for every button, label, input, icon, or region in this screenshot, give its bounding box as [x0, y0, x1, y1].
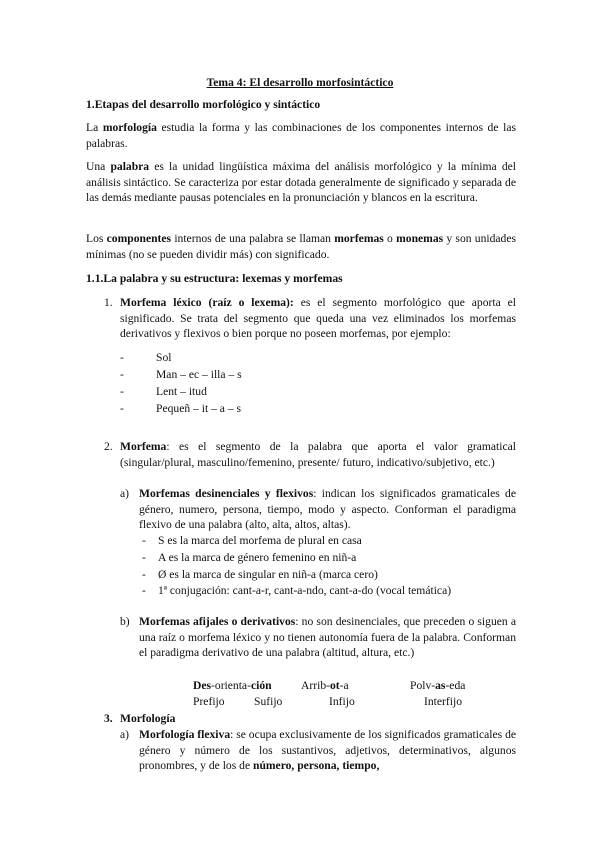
example-item: Man – ec – illa – s — [156, 368, 242, 381]
word-ending: -eda — [445, 679, 466, 692]
word-root: Polv- — [410, 679, 436, 692]
item-2a-text — [139, 486, 516, 533]
p1-pre: La — [86, 121, 103, 134]
p3-bold-1: componentes — [106, 232, 172, 245]
word-root: -orienta- — [211, 679, 251, 692]
list-dash: - — [142, 584, 146, 597]
example-item: Lent – itud — [156, 385, 207, 398]
item-2-bold: Morfema — [120, 440, 167, 453]
item-1-body: es el segmento morfológico que aporta el significado. Se trata del segmento que queda una vez eliminados los morfemas derivativos y flexivos o bien porque no poseen morfemas, por ejemplo: — [120, 296, 516, 341]
paragraph-componentes — [86, 231, 516, 262]
item-1-bold: Morfema léxico (raíz o lexema): — [120, 296, 294, 309]
example-dash: - — [120, 351, 124, 364]
item-3a-letter: a) — [120, 728, 130, 741]
label-infijo: Infijo — [329, 695, 355, 708]
word-interfix: as — [435, 679, 446, 692]
item-2a-body: : indican los significados gramaticales de género, numero, persona, tiempo, modo y aspecto. Conforman el paradigma flexivo de una palabra (alto, alta, altos, altas). — [139, 487, 516, 532]
list-item: 1ª conjugación: cant-a-r, cant-a-ndo, cant-a-do (vocal temática) — [158, 584, 452, 597]
item-1-number: 1. — [104, 296, 113, 309]
item-3a-bold: Morfología flexiva — [139, 728, 231, 741]
label-interfijo: Interfijo — [424, 695, 462, 708]
example-item: Sol — [156, 351, 172, 364]
p2-post: es la unidad lingüística máxima del análisis morfológico y la mínima del análisis sintáctico. Se caracteriza por estar dotada generalmente de significado y separada de las demás mediante pausas potenciales en la pronunciación y blancos en la escritura. — [86, 160, 516, 205]
item-2-number: 2. — [104, 440, 113, 453]
item-2a-bold: Morfemas desinenciales y flexivos — [139, 487, 314, 500]
item-2-body: : es el segmento de la palabra que aporta el valor gramatical (singular/plural, masculino/femenino, presente/ futuro, indicativo/subjetivo, etc.) — [120, 440, 516, 469]
item-2b-letter: b) — [120, 615, 130, 628]
p2-bold: palabra — [110, 160, 150, 173]
p1-post: estudia la forma y las combinaciones de los componentes internos de las palabras. — [86, 121, 516, 150]
p3-mid-1: internos de una palabra se llaman — [171, 232, 335, 245]
label-prefijo: Prefijo — [193, 695, 225, 708]
paragraph-morfologia — [86, 120, 516, 151]
item-3a-text — [139, 727, 516, 774]
item-2b-body: : no son desinenciales, que preceden o siguen a una raíz o morfema léxico y no tienen autonomía fuera de la palabra. Conforman el paradigma derivativo de una palabra (altitud, altura, etc.) — [139, 615, 516, 660]
item-2a-letter: a) — [120, 487, 130, 500]
list-dash: - — [142, 568, 146, 581]
example-word-desorientacion — [193, 678, 272, 694]
item-3-number: 3. — [104, 712, 113, 725]
item-3-heading: Morfología — [120, 712, 176, 725]
p3-post: y son unidades mínimas (no se pueden dividir más) con significado. — [86, 232, 517, 261]
item-2-text — [120, 439, 516, 470]
list-dash: - — [142, 551, 146, 564]
item-3a-body: : se ocupa exclusivamente de los significados gramaticales de género y número de los sustantivos, adjetivos, determinativos, algunos pronombres, y de los de — [139, 728, 517, 773]
example-dash: - — [120, 368, 124, 381]
p3-pre: Los — [86, 232, 107, 245]
word-suffix: ción — [250, 679, 272, 692]
label-sufijo: Sufijo — [254, 695, 283, 708]
item-2b-text — [139, 614, 516, 661]
paragraph-palabra — [86, 159, 516, 206]
p3-bold-3: monemas — [396, 232, 444, 245]
item-2b-bold: Morfemas afijales o derivativos — [139, 615, 296, 628]
section-heading-1-1: 1.1.La palabra y su estructura: lexemas y morfemas — [86, 272, 343, 285]
item-3a-bold-end: número, persona, tiempo, — [253, 759, 380, 773]
p3-bold-2: morfemas — [334, 232, 384, 245]
p1-bold: morfología — [102, 121, 157, 134]
p3-mid-2: o — [383, 232, 397, 245]
p2-pre: Una — [86, 160, 111, 173]
list-item: A es la marca de género femenino en niñ-a — [158, 551, 357, 564]
example-word-arribota — [301, 678, 349, 694]
word-prefix: Des — [193, 679, 212, 692]
list-dash: - — [142, 534, 146, 547]
page-title: Tema 4: El desarrollo morfosintáctico — [206, 76, 394, 89]
example-item: Pequeñ – it – a – s — [156, 402, 242, 415]
example-dash: - — [120, 402, 124, 415]
list-item: Ø es la marca de singular en niñ-a (marca cero) — [158, 568, 378, 581]
list-item: S es la marca del morfema de plural en casa — [158, 534, 362, 547]
word-root: Arrib- — [301, 679, 330, 692]
word-ending: -a — [339, 679, 349, 692]
section-heading-1: 1.Etapas del desarrollo morfológico y sintáctico — [86, 98, 321, 111]
example-word-polvaseda — [410, 678, 465, 694]
item-1-text — [120, 295, 516, 342]
word-infix: ot — [329, 679, 340, 692]
example-dash: - — [120, 385, 124, 398]
